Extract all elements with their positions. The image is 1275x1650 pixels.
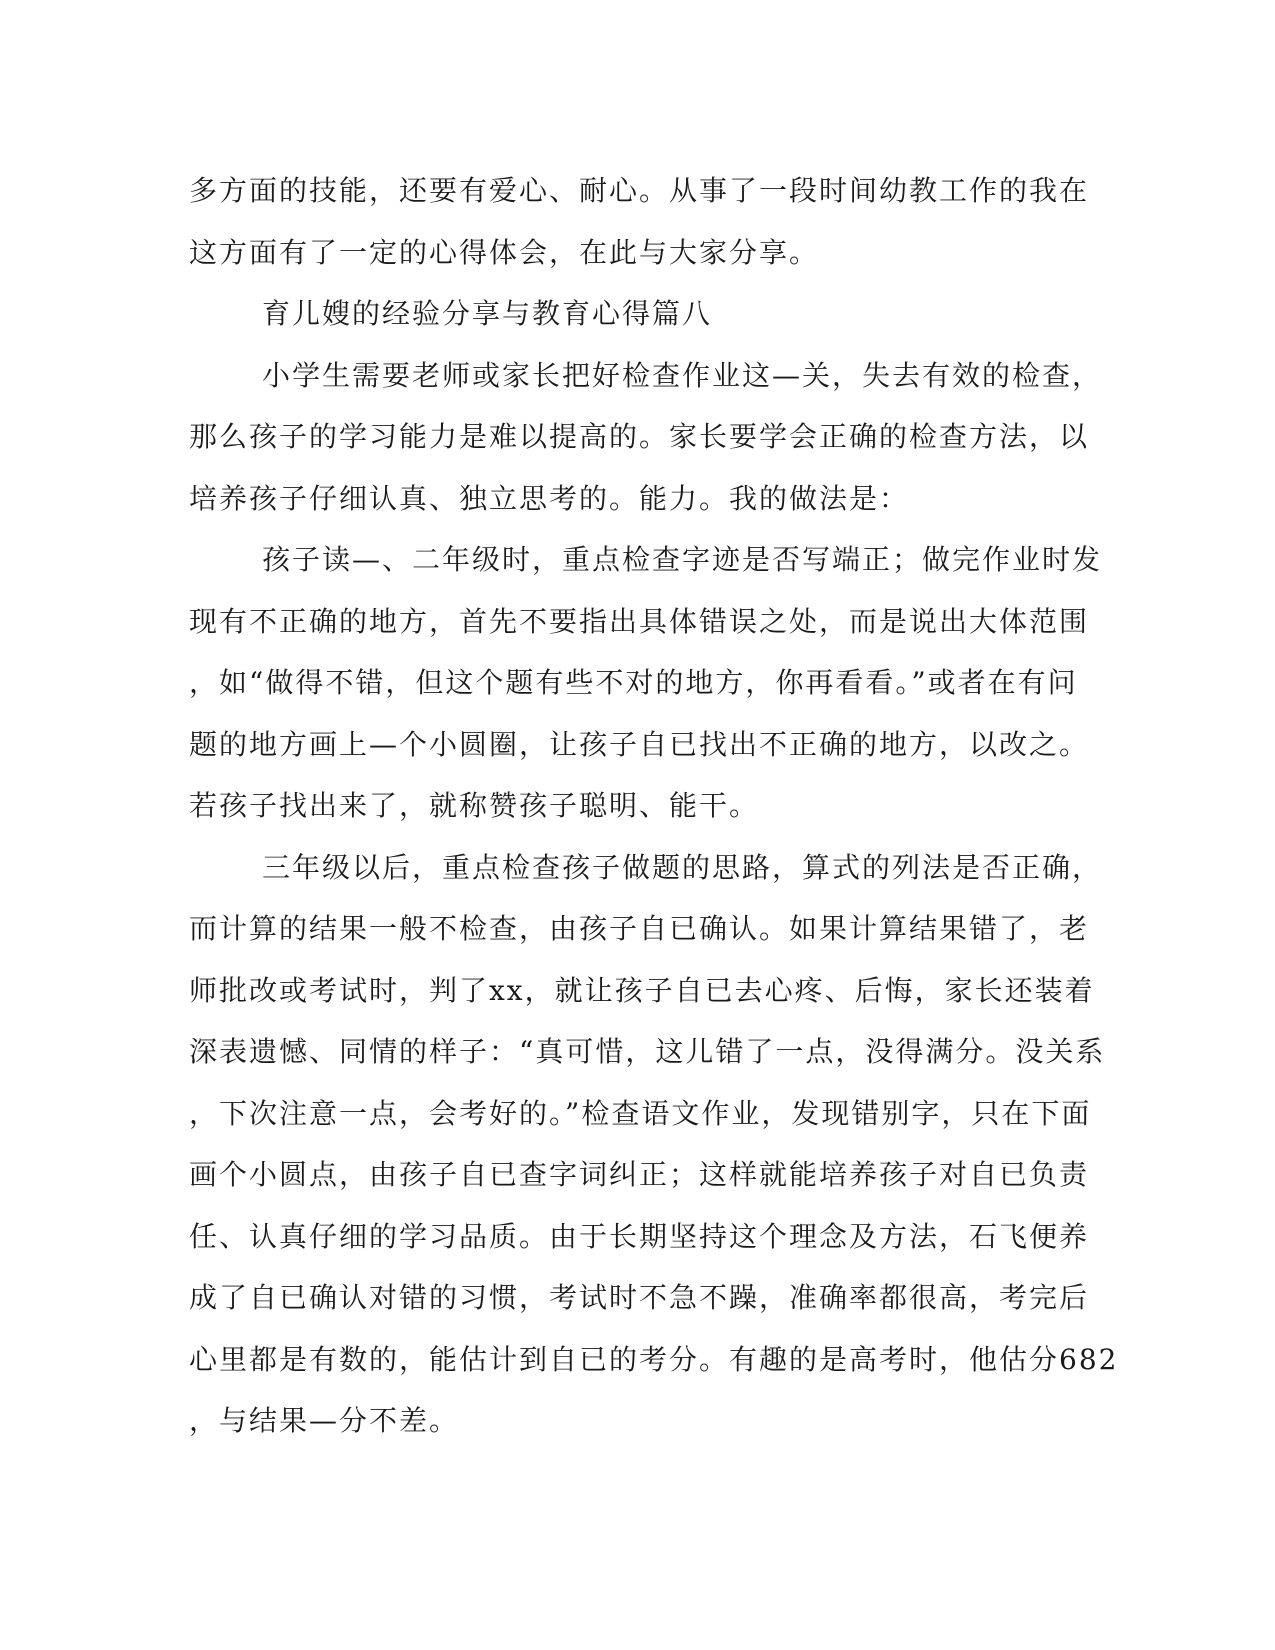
paragraph-line: ，下次注意一点，会考好的。”检查语文作业，发现错别字，只在下面 <box>189 1096 1092 1130</box>
paragraph-line: 深表遗憾、同情的样子：“真可惜，这儿错了一点，没得满分。没关系 <box>189 1035 1106 1068</box>
paragraph-line: 那么孩子的学习能力是难以提高的。家长要学会正确的检查方法，以 <box>189 420 1090 453</box>
paragraph-line: 师批改或考试时，判了xx，就让孩子自已去心疼、后悔，家长还装着 <box>189 973 1095 1007</box>
paragraph-line: 若孩子找出来了，就称赞孩子聪明、能干。 <box>189 789 760 822</box>
paragraph-line: 这方面有了一定的心得体会，在此与大家分享。 <box>189 235 820 269</box>
paragraph-line: 孩子读—、二年级时，重点检查字迹是否写端正；做完作业时发 <box>262 543 1103 576</box>
paragraph-line: 现有不正确的地方，首先不要指出具体错误之处，而是说出大体范围 <box>189 604 1090 638</box>
paragraph-line: 成了自已确认对错的习惯，考试时不急不躁，准确率都很高，考完后 <box>189 1281 1090 1314</box>
section-heading: 育儿嫂的经验分享与教育心得篇八 <box>262 297 713 330</box>
paragraph-line: 而计算的结果一般不检查，由孩子自已确认。如果计算结果错了，老 <box>189 912 1090 945</box>
paragraph-line: 题的地方画上—个小圆圈，让孩子自已找出不正确的地方，以改之。 <box>189 727 1090 761</box>
paragraph-line: 心里都是有数的，能估计到自已的考分。有趣的是高考时，他估分682 <box>189 1342 1119 1376</box>
paragraph-line: ，与结果—分不差。 <box>189 1404 460 1437</box>
document-body <box>189 160 1119 1452</box>
paragraph-line: 画个小圆点，由孩子自已查字词纠正；这样就能培养孩子对自已负责 <box>189 1158 1090 1191</box>
paragraph-line: ，如“做得不错，但这个题有些不对的地方，你再看看。”或者在有问 <box>189 666 1078 699</box>
paragraph-line: 任、认真仔细的学习品质。由于长期坚持这个理念及方法，石飞便养 <box>189 1219 1090 1253</box>
paragraph-line: 培养孩子仔细认真、独立思考的。能力。我的做法是： <box>189 481 910 515</box>
paragraph-line: 多方面的技能，还要有爱心、耐心。从事了一段时间幼教工作的我在 <box>189 174 1090 207</box>
paragraph-line: 三年级以后，重点检查孩子做题的思路，算式的列法是否正确， <box>262 850 1103 884</box>
paragraph-line: 小学生需要老师或家长把好检查作业这—关，失去有效的检查， <box>262 358 1103 392</box>
